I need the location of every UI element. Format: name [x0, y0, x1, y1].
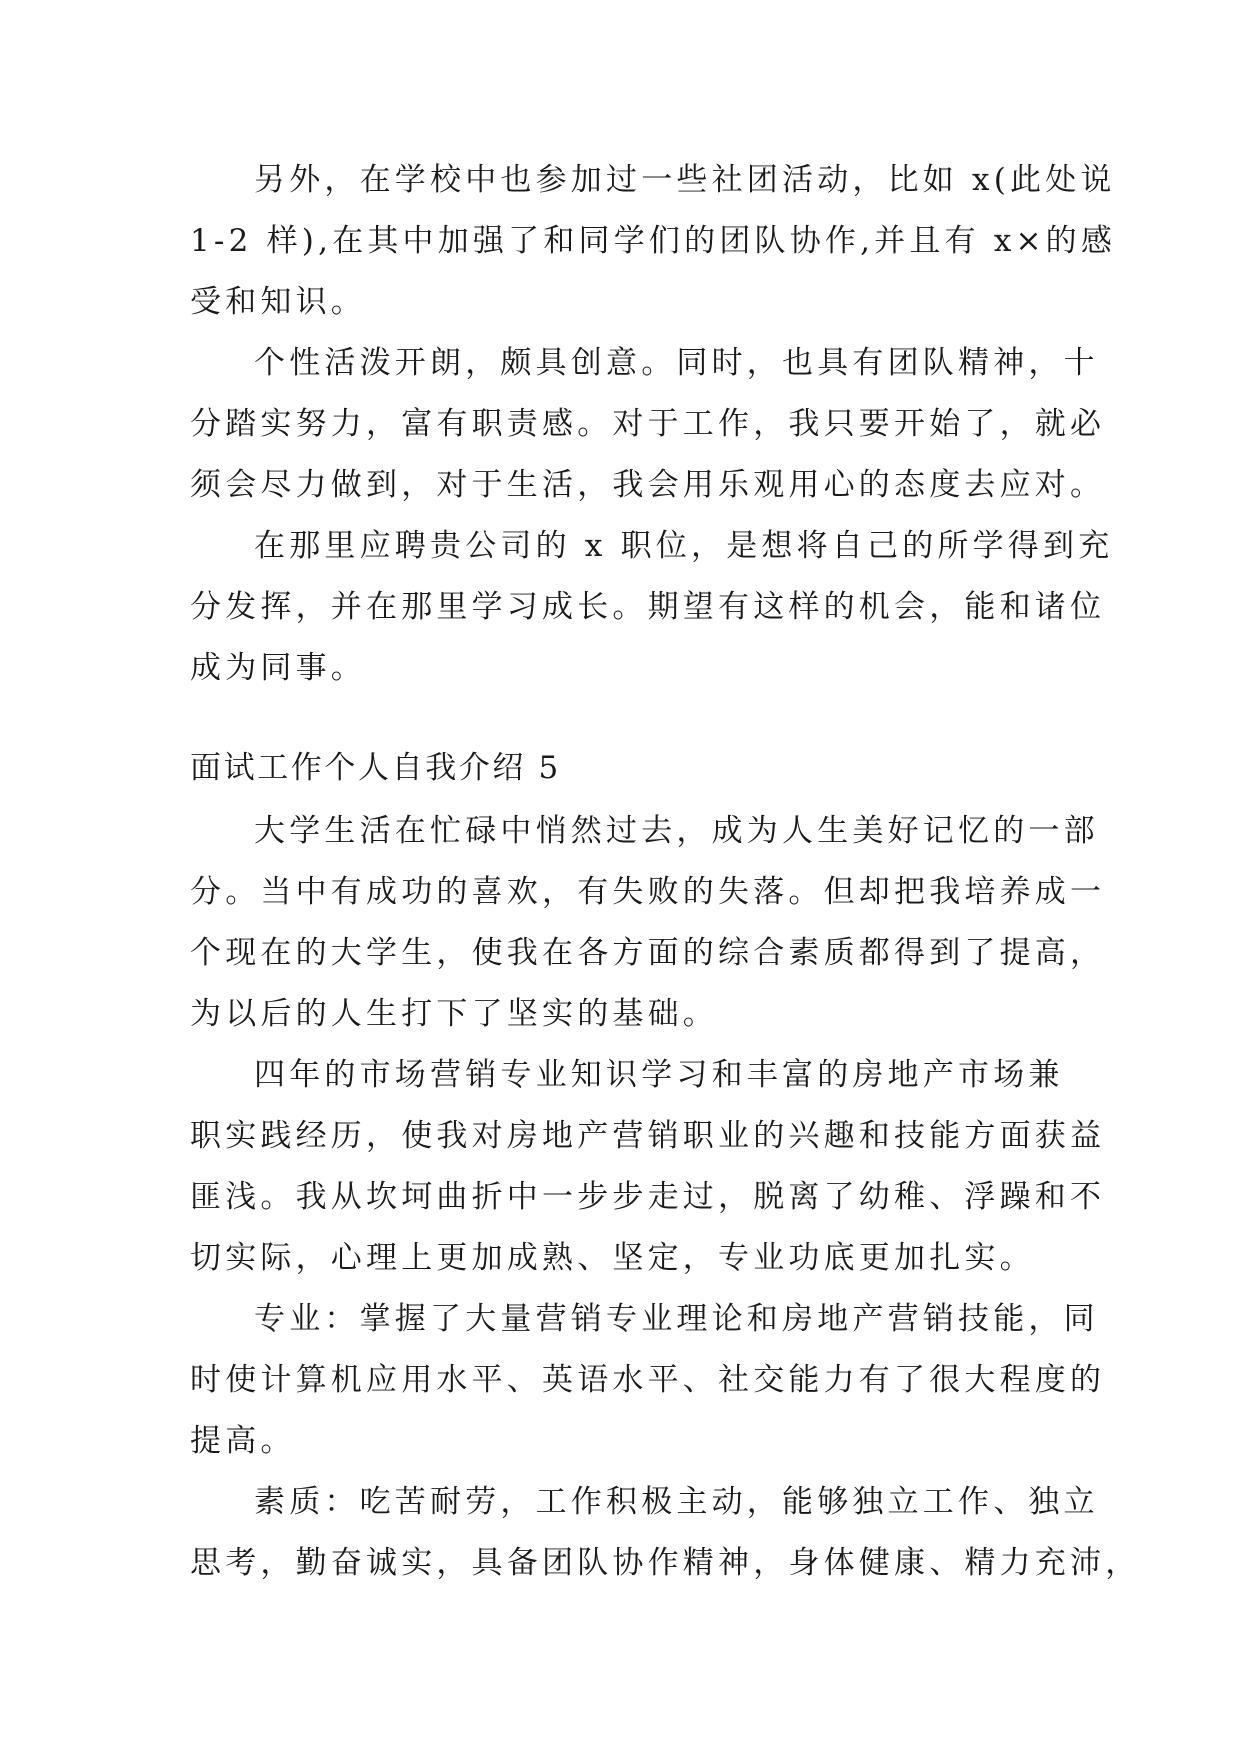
paragraph-line: 个现在的大学生，使我在各方面的综合素质都得到了提高， — [190, 935, 1106, 971]
paragraph-line: 大学生活在忙碌中悄然过去，成为人生美好记忆的一部 — [254, 813, 1099, 849]
section-heading-block — [190, 738, 1050, 799]
section-heading: 面试工作个人自我介绍 5 — [190, 750, 561, 786]
paragraph-line: 时使计算机应用水平、英语水平、社交能力有了很大程度的 — [190, 1362, 1106, 1398]
paragraph-line: 思考，勤奋诚实，具备团队协作精神，身体健康、精力充沛， — [190, 1545, 1141, 1581]
paragraph-line: 分踏实努力，富有职责感。对于工作，我只要开始了，就必 — [190, 406, 1106, 442]
paragraph — [190, 1045, 1106, 1289]
paragraph — [190, 1289, 1106, 1472]
paragraph-line: 在那里应聘贵公司的 x 职位，是想将自己的所学得到充 — [254, 528, 1114, 564]
paragraph-line: 切实际，心理上更加成熟、坚定，专业功底更加扎实。 — [190, 1240, 1035, 1276]
paragraph-line: 提高。 — [190, 1423, 296, 1459]
paragraph-line: 四年的市场营销专业知识学习和丰富的房地产市场兼 — [254, 1057, 1064, 1093]
paragraph-line: 为以后的人生打下了坚实的基础。 — [190, 996, 718, 1032]
paragraph-line: 1-2 样),在其中加强了和同学们的团队协作,并且有 x×的感 — [190, 223, 1117, 259]
paragraph-line: 分。当中有成功的喜欢，有失败的失落。但却把我培养成一 — [190, 874, 1106, 910]
paragraph-line: 受和知识。 — [190, 284, 366, 320]
paragraph-line: 专业：掌握了大量营销专业理论和房地产营销技能，同 — [254, 1301, 1099, 1337]
paragraph-line: 匪浅。我从坎坷曲折中一步步走过，脱离了幼稚、浮躁和不 — [190, 1179, 1106, 1215]
paragraph — [190, 1472, 1141, 1594]
paragraph — [190, 801, 1106, 1045]
paragraph-line: 须会尽力做到，对于生活，我会用乐观用心的态度去应对。 — [190, 467, 1106, 503]
paragraph — [190, 150, 1117, 333]
paragraph-line: 个性活泼开朗，颇具创意。同时，也具有团队精神，十 — [254, 345, 1099, 381]
paragraph — [190, 333, 1106, 516]
paragraph — [190, 516, 1114, 699]
paragraph-line: 分发挥，并在那里学习成长。期望有这样的机会，能和诸位 — [190, 589, 1106, 625]
paragraph-line: 素质：吃苦耐劳，工作积极主动，能够独立工作、独立 — [254, 1484, 1099, 1520]
paragraph-line: 职实践经历，使我对房地产营销职业的兴趣和技能方面获益 — [190, 1118, 1106, 1154]
paragraph-line: 成为同事。 — [190, 650, 366, 686]
paragraph-line: 另外，在学校中也参加过一些社团活动，比如 x(此处说 — [254, 162, 1116, 198]
